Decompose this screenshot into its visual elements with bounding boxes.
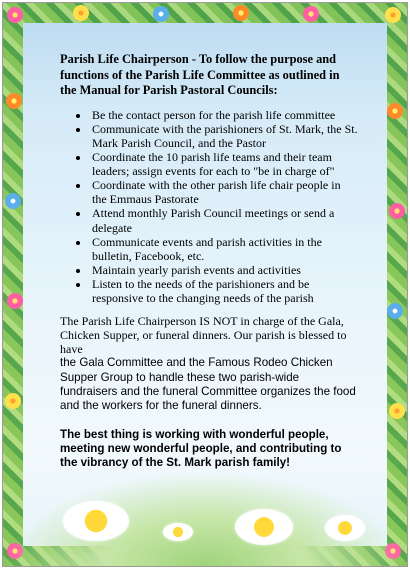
pink-flower-icon — [303, 6, 319, 22]
duties-list — [60, 108, 358, 305]
orange-flower-icon — [387, 103, 403, 119]
yellow-flower-icon — [385, 7, 401, 23]
flyer-content — [60, 52, 358, 470]
duty-item: • Be the contact person for the parish life committee — [90, 108, 358, 122]
page-heading: Parish Life Chairperson - To follow the purpose and functions of the Parish Life Committee as outlined in the Manual for Parish Pastoral Councils: — [60, 52, 340, 98]
duty-item: • Coordinate the 10 parish life teams and their team leaders; assign events for each to "be in charge of" — [90, 150, 358, 178]
daisy-icon — [235, 509, 293, 545]
not-in-charge-paragraph: The Parish Life Chairperson IS NOT in charge of the Gala, Chicken Supper, or funeral dinners. Our parish is blessed to have — [60, 314, 347, 357]
committees-paragraph: the Gala Committee and the Famous Rodeo Chicken Supper Group to handle these two parish-wide fundraisers and the funeral Committee organizes the food and the workers for the funeral dinners. — [60, 356, 356, 413]
daisy-icon — [63, 501, 129, 541]
yellow-flower-icon — [389, 403, 405, 419]
orange-flower-icon — [233, 5, 249, 21]
duty-item: • Coordinate with the other parish life chair people in the Emmaus Pastorate — [90, 178, 358, 206]
daisy-icon — [163, 523, 193, 541]
blue-flower-icon — [387, 303, 403, 319]
duty-item: • Attend monthly Parish Council meetings or send a delegate — [90, 206, 358, 234]
yellow-flower-icon — [73, 5, 89, 21]
duty-item: • Communicate with the parishioners of St. Mark, the St. Mark Parish Council, and the Pastor — [90, 122, 358, 150]
duty-item: • Listen to the needs of the parishioners and be responsive to the changing needs of the parish — [90, 277, 358, 305]
daisy-icon — [325, 515, 365, 541]
duty-item: • Communicate events and parish activities in the bulletin, Facebook, etc. — [90, 235, 358, 263]
blue-flower-icon — [5, 193, 21, 209]
closing-statement: The best thing is working with wonderful people, meeting new wonderful people, and contributing to the vibrancy of the St. Mark parish family! — [60, 427, 342, 470]
blue-flower-icon — [153, 6, 169, 22]
orange-flower-icon — [6, 93, 22, 109]
pink-flower-icon — [7, 7, 23, 23]
duty-item: • Maintain yearly parish events and activities — [90, 263, 358, 277]
pink-flower-icon — [7, 293, 23, 309]
yellow-flower-icon — [5, 393, 21, 409]
pink-flower-icon — [389, 203, 405, 219]
